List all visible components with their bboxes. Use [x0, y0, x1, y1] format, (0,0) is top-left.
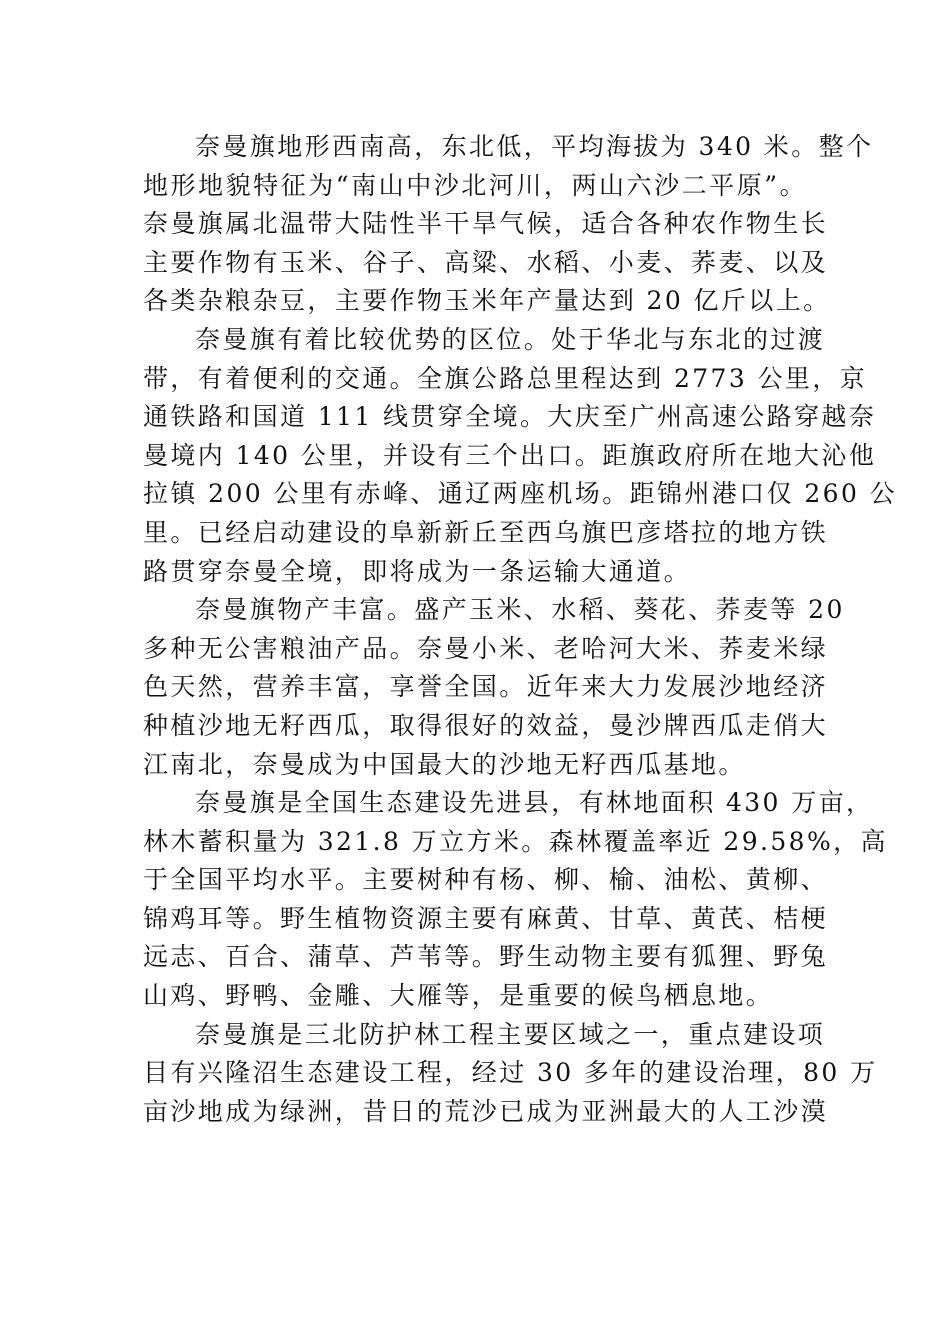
paragraph-2-line-2: 带，有着便利的交通。全旗公路总里程达到 2773 公里，京: [143, 363, 868, 393]
paragraph-4-line-5: 远志、百合、蒲草、芦苇等。野生动物主要有狐狸、野兔: [143, 942, 829, 972]
paragraph-3-line-4: 种植沙地无籽西瓜，取得很好的效益，曼沙牌西瓜走俏大: [143, 710, 829, 740]
paragraph-4-line-3: 于全国平均水平。主要树种有杨、柳、榆、油松、黄柳、: [143, 865, 829, 895]
paragraph-4-line-4: 锦鸡耳等。野生植物资源主要有麻黄、甘草、黄芪、桔梗: [143, 903, 829, 933]
paragraph-1-line-4: 主要作物有玉米、谷子、高粱、水稻、小麦、荞麦、以及: [143, 247, 829, 277]
paragraph-2-line-5: 拉镇 200 公里有赤峰、通辽两座机场。距锦州港口仅 260 公: [143, 479, 898, 509]
paragraph-1-line-1: 奈曼旗地形西南高，东北低，平均海拔为 340 米。整个: [195, 132, 874, 161]
paragraph-1-line-5: 各类杂粮杂豆，主要作物玉米年产量达到 20 亿斤以上。: [143, 286, 831, 316]
paragraph-5-line-2: 目有兴隆沼生态建设工程，经过 30 多年的建设治理，80 万: [143, 1058, 878, 1088]
paragraph-4-line-1: 奈曼旗是全国生态建设先进县，有林地面积 430 万亩，: [195, 788, 874, 818]
paragraph-2-line-7: 路贯穿奈曼全境，即将成为一条运输大通道。: [143, 556, 692, 586]
body-text: [143, 128, 898, 1131]
paragraph-1-line-3: 奈曼旗属北温带大陆性半干旱气候，适合各种农作物生长: [143, 209, 829, 239]
paragraph-2-line-6: 里。已经启动建设的阜新新丘至西乌旗巴彦塔拉的地方铁: [143, 517, 829, 547]
paragraph-1-line-2: 地形地貌特征为“南山中沙北河川，两山六沙二平原”。: [143, 170, 807, 200]
paragraph-4-line-6: 山鸡、野鸭、金雕、大雁等，是重要的候鸟栖息地。: [143, 981, 774, 1011]
paragraph-2-line-3: 通铁路和国道 111 线贯穿全境。大庆至广州高速公路穿越奈: [143, 402, 877, 432]
paragraph-4-line-2: 林木蓄积量为 321.8 万立方米。森林覆盖率近 29.58%，高: [143, 826, 888, 856]
paragraph-3-line-5: 江南北，奈曼成为中国最大的沙地无籽西瓜基地。: [143, 749, 746, 779]
paragraph-3-line-3: 色天然，营养丰富，享誉全国。近年来大力发展沙地经济: [143, 672, 829, 702]
paragraph-2-line-1: 奈曼旗有着比较优势的区位。处于华北与东北的过渡: [195, 324, 826, 354]
paragraph-5-line-3: 亩沙地成为绿洲，昔日的荒沙已成为亚洲最大的人工沙漠: [143, 1096, 829, 1126]
paragraph-3-line-2: 多种无公害粮油产品。奈曼小米、老哈河大米、荞麦米绿: [143, 633, 829, 663]
paragraph-2-line-4: 曼境内 140 公里，并设有三个出口。距旗政府所在地大沁他: [143, 440, 877, 470]
paragraph-5-line-1: 奈曼旗是三北防护林工程主要区域之一，重点建设项: [195, 1019, 826, 1049]
paragraph-3-line-1: 奈曼旗物产丰富。盛产玉米、水稻、葵花、荞麦等 20: [195, 595, 845, 625]
